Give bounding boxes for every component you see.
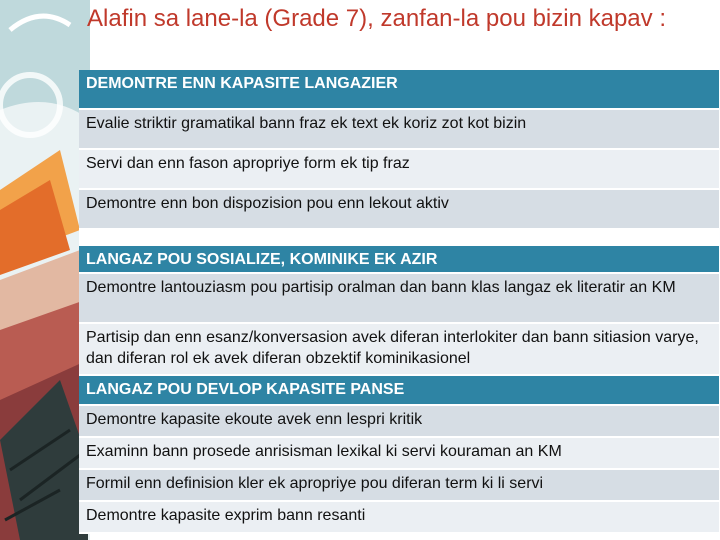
table-row: Partisip dan enn esanz/konversasion avek diferan interlokiter dan bann sitiasion varye, dan diferan rol ek avek diferan obzektif kominikasionel (79, 324, 719, 376)
section-heading: LANGAZ POU SOSIALIZE, KOMINIKE EK AZIR (79, 246, 719, 274)
table-row: Examinn bann prosede anrisisman lexikal ki servi kouraman an KM (79, 438, 719, 470)
table-row: Evalie striktir gramatikal bann fraz ek text ek koriz zot kot bizin (79, 110, 719, 150)
competency-table (79, 70, 719, 534)
page-title: Alafin sa lane-la (Grade 7), zanfan-la pou bizin kapav : (87, 5, 666, 32)
table-row: Servi dan enn fason apropriye form ek tip fraz (79, 150, 719, 190)
section-gap (79, 230, 719, 246)
decorative-side-art (0, 0, 90, 540)
section-heading: DEMONTRE ENN KAPASITE LANGAZIER (79, 70, 719, 110)
section-heading: LANGAZ POU DEVLOP KAPASITE PANSE (79, 376, 719, 406)
table-row: Demontre enn bon dispozision pou enn lekout aktiv (79, 190, 719, 230)
table-row: Demontre kapasite exprim bann resanti (79, 502, 719, 534)
table-row: Formil enn definision kler ek apropriye pou diferan term ki li servi (79, 470, 719, 502)
table-row: Demontre kapasite ekoute avek enn lespri kritik (79, 406, 719, 438)
table-row: Demontre lantouziasm pou partisip oralman dan bann klas langaz ek literatir an KM (79, 274, 719, 324)
